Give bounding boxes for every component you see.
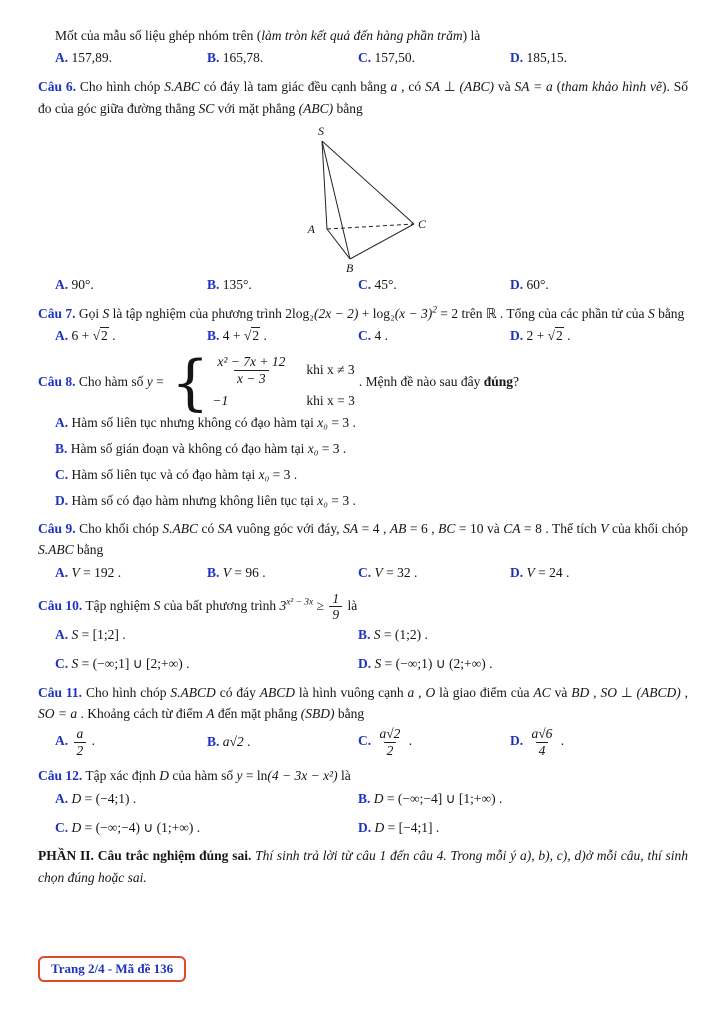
answer-option xyxy=(358,789,688,810)
answer-option xyxy=(358,275,510,296)
option-text: S = (−∞;1) ∪ (2;+∞) . xyxy=(374,655,493,671)
option-text: Hàm số gián đoạn và không có đạo hàm tại x₀ = 3 . xyxy=(70,441,347,457)
option-letter: C. xyxy=(358,276,375,292)
answer-option xyxy=(55,491,688,512)
answer-option xyxy=(510,726,688,758)
question-text: Cho hình chóp S.ABC có đáy là tam giác đều cạnh bằng a , có SA ⊥ (ABC) và SA = a (tham khảo hình vẽ). Số đo của góc giữa đường thẳng SC với mặt phẳng (ABC) bằng xyxy=(38,79,688,116)
option-text: V = 96 . xyxy=(222,564,266,580)
case-1-expression xyxy=(212,354,290,386)
option-text: 157,50. xyxy=(374,50,415,66)
option-text: V = 192 . xyxy=(71,564,122,580)
answer-option xyxy=(358,625,688,646)
option-letter: A. xyxy=(55,733,72,749)
option-text: D = (−∞;−4) ∪ (1;+∞) . xyxy=(71,819,201,835)
question-number: Câu 6. xyxy=(38,79,76,95)
option-text: 165,78. xyxy=(222,50,264,66)
option-text: 2 + √2 . xyxy=(526,328,571,344)
option-letter: A. xyxy=(55,328,72,344)
options-row-q6 xyxy=(55,275,688,296)
option-text: 4 . xyxy=(374,328,388,344)
option-letter: C. xyxy=(55,655,72,671)
option-text: 185,15. xyxy=(526,50,567,66)
answer-option xyxy=(207,326,358,347)
options-row-q5 xyxy=(55,48,688,69)
answer-option xyxy=(55,48,207,69)
option-letter: A. xyxy=(55,50,72,66)
case-2-condition: khi x = 3 xyxy=(306,393,355,409)
radical: √2 xyxy=(92,328,108,344)
options-row-q9 xyxy=(55,563,688,584)
answer-option xyxy=(55,413,688,434)
answer-option xyxy=(358,726,510,758)
answer-option xyxy=(55,726,207,758)
option-letter: A. xyxy=(55,276,72,292)
answer-option xyxy=(207,732,358,753)
pyramid-svg xyxy=(298,123,428,273)
option-letter: D. xyxy=(358,655,375,671)
question-number: Câu 12. xyxy=(38,768,83,784)
radical: √2 xyxy=(547,328,563,344)
fraction xyxy=(214,354,288,386)
option-text: S = [1;2] . xyxy=(71,626,126,642)
fraction: $\frac{1}{9}$ xyxy=(329,591,342,623)
option-text: $\frac{a√2}{2}$ . xyxy=(375,733,413,748)
question-number: Câu 10. xyxy=(38,597,83,613)
question-text: Cho hàm số y = xyxy=(75,373,168,389)
answer-option xyxy=(55,439,688,460)
option-letter: A. xyxy=(55,564,72,580)
answer-option xyxy=(207,48,358,69)
option-text: D = (−4;1) . xyxy=(71,790,137,806)
options-grid-q10 xyxy=(55,625,688,675)
question-text: Tập xác định D của hàm số y = ln(4 − 3x − x²) là xyxy=(82,768,351,784)
answer-option xyxy=(55,465,688,486)
fraction: $\frac{a√6}{4}$ xyxy=(531,726,553,758)
question-text-tail: . Mệnh đề nào sau đây đúng? xyxy=(358,373,519,389)
answer-option xyxy=(358,818,688,839)
question-10 xyxy=(38,591,688,623)
piecewise-cases xyxy=(212,354,355,411)
option-text: a√2 . xyxy=(222,733,251,749)
piecewise-function xyxy=(171,347,355,418)
question-text: Cho khối chóp S.ABC có SA vuông góc với đáy, SA = 4 , AB = 6 , BC = 10 và CA = 8 . Thể tích V của khối chóp S.ABC bằng xyxy=(38,521,688,558)
option-letter: A. xyxy=(55,626,72,642)
question-5-stem xyxy=(38,25,688,46)
option-letter: C. xyxy=(358,564,375,580)
option-letter: D. xyxy=(510,733,527,749)
answer-option xyxy=(55,625,358,646)
options-stack-q8 xyxy=(55,413,688,512)
radical: √2 xyxy=(243,328,260,344)
option-text: 135°. xyxy=(222,276,252,292)
option-letter: C. xyxy=(358,328,375,344)
question-text: Cho hình chóp S.ABCD có đáy ABCD là hình vuông cạnh a , O là giao điểm của AC và BD , SO ⊥ (ABCD) , SO = a . Khoảng cách từ điểm A đến mặt phẳng (SBD) bằng xyxy=(38,684,689,721)
vertex-label-b: B xyxy=(346,260,354,273)
option-text: Hàm số liên tục và có đạo hàm tại x₀ = 3 . xyxy=(71,467,298,483)
option-text: V = 24 . xyxy=(526,564,570,580)
option-letter: A. xyxy=(55,790,72,806)
answer-option xyxy=(55,275,207,296)
answer-option xyxy=(55,818,358,839)
answer-option xyxy=(510,563,688,584)
edge-sc xyxy=(322,141,414,224)
option-letter: D. xyxy=(510,276,527,292)
question-7 xyxy=(38,303,688,324)
option-letter: C. xyxy=(358,733,375,749)
question-text: Gọi S là tập nghiệm của phương trình $2\log_2(2x - 2) + \log_2(x - 3)^2 = 2$ trên ℝ . Tổng của các phần tử của S bằng xyxy=(75,305,685,321)
answer-option xyxy=(358,563,510,584)
answer-option xyxy=(358,654,688,675)
answer-option xyxy=(55,789,358,810)
option-text: Hàm số liên tục nhưng không có đạo hàm tại x₀ = 3 . xyxy=(71,415,356,431)
option-letter: D. xyxy=(510,50,527,66)
option-letter: B. xyxy=(207,50,223,66)
option-letter: D. xyxy=(358,819,375,835)
option-text: 4 + √2 . xyxy=(222,328,267,344)
option-letter: B. xyxy=(207,328,223,344)
question-6 xyxy=(38,76,688,119)
edge-bc xyxy=(350,224,414,259)
question-11 xyxy=(38,682,688,725)
answer-option xyxy=(207,275,358,296)
option-text: $\frac{a√6}{4}$ . xyxy=(527,733,565,748)
edge-ac-dashed xyxy=(327,224,414,229)
option-text: V = 32 . xyxy=(374,564,418,580)
question-text: Tập nghiệm S của bất phương trình $3^{x^2 - 3x}$ ≥ $\frac{1}{9}$ là xyxy=(82,590,358,623)
pyramid-figure xyxy=(38,123,688,273)
fraction: $\frac{a√2}{2}$ xyxy=(379,726,401,758)
answer-option xyxy=(55,654,358,675)
question-number: Câu 8. xyxy=(38,373,76,389)
option-text: S = (1;2) . xyxy=(373,626,428,642)
case-1-condition: khi x ≠ 3 xyxy=(306,362,355,378)
page-footer: Trang 2/4 - Mã đề 136 xyxy=(38,956,186,982)
option-letter: C. xyxy=(358,50,375,66)
fraction: $\frac{a}{2}$ xyxy=(74,726,87,758)
option-text: 157,89. xyxy=(71,50,112,66)
question-12 xyxy=(38,765,688,786)
option-text: D = (−∞;−4] ∪ [1;+∞) . xyxy=(373,790,503,806)
question-number: Câu 9. xyxy=(38,521,76,537)
edge-sa xyxy=(322,141,327,229)
option-text: $\frac{a}{2}$ . xyxy=(72,733,96,748)
option-letter: D. xyxy=(510,328,527,344)
question-8 xyxy=(38,347,688,418)
answer-option xyxy=(510,275,688,296)
option-letter: C. xyxy=(55,467,72,483)
question-9 xyxy=(38,518,688,561)
option-letter: B. xyxy=(358,790,374,806)
option-text: D = [−4;1] . xyxy=(374,819,440,835)
question-number: Câu 7. xyxy=(38,305,76,321)
section-2-header xyxy=(38,845,688,888)
answer-option xyxy=(510,48,688,69)
question-text: Mốt của mẫu số liệu ghép nhóm trên (làm tròn kết quả đến hàng phần trăm) là xyxy=(55,28,481,43)
answer-option xyxy=(55,563,207,584)
answer-option xyxy=(510,326,688,347)
option-letter: D. xyxy=(510,564,527,580)
options-row-q7 xyxy=(55,326,688,347)
option-letter: D. xyxy=(55,493,72,509)
answer-option xyxy=(358,48,510,69)
section-2-text: PHẦN II. Câu trắc nghiệm đúng sai. Thí sinh trả lời từ câu 1 đến câu 4. Trong mỗi ý a), b), c), d)ở mỗi câu, thí sinh chọn đúng hoặc sai. xyxy=(38,848,688,885)
option-letter: B. xyxy=(207,733,223,749)
fraction-numerator: x² − 7x + 12 xyxy=(217,354,286,370)
answer-option xyxy=(358,326,510,347)
question-number: Câu 11. xyxy=(38,684,83,700)
brace-glyph: { xyxy=(171,347,210,418)
vertex-label-s: S xyxy=(318,123,324,138)
options-row-q11 xyxy=(55,726,688,758)
option-letter: B. xyxy=(55,441,71,457)
answer-option xyxy=(55,326,207,347)
option-text: Hàm số có đạo hàm nhưng không liên tục tại x₀ = 3 . xyxy=(71,493,356,509)
option-letter: B. xyxy=(358,626,374,642)
case-2-expression: −1 xyxy=(212,393,229,409)
option-text: 90°. xyxy=(71,276,94,292)
option-text: 6 + √2 . xyxy=(71,328,116,344)
option-letter: B. xyxy=(207,276,223,292)
answer-option xyxy=(207,563,358,584)
options-grid-q12 xyxy=(55,789,688,839)
option-text: S = (−∞;1] ∪ [2;+∞) . xyxy=(71,655,190,671)
option-letter: B. xyxy=(207,564,223,580)
option-text: 45°. xyxy=(374,276,397,292)
vertex-label-a: A xyxy=(307,221,315,236)
option-letter: C. xyxy=(55,819,72,835)
vertex-label-c: C xyxy=(418,216,427,231)
fraction-denominator: x − 3 xyxy=(234,370,269,387)
option-letter: A. xyxy=(55,415,72,431)
option-text: 60°. xyxy=(526,276,549,292)
